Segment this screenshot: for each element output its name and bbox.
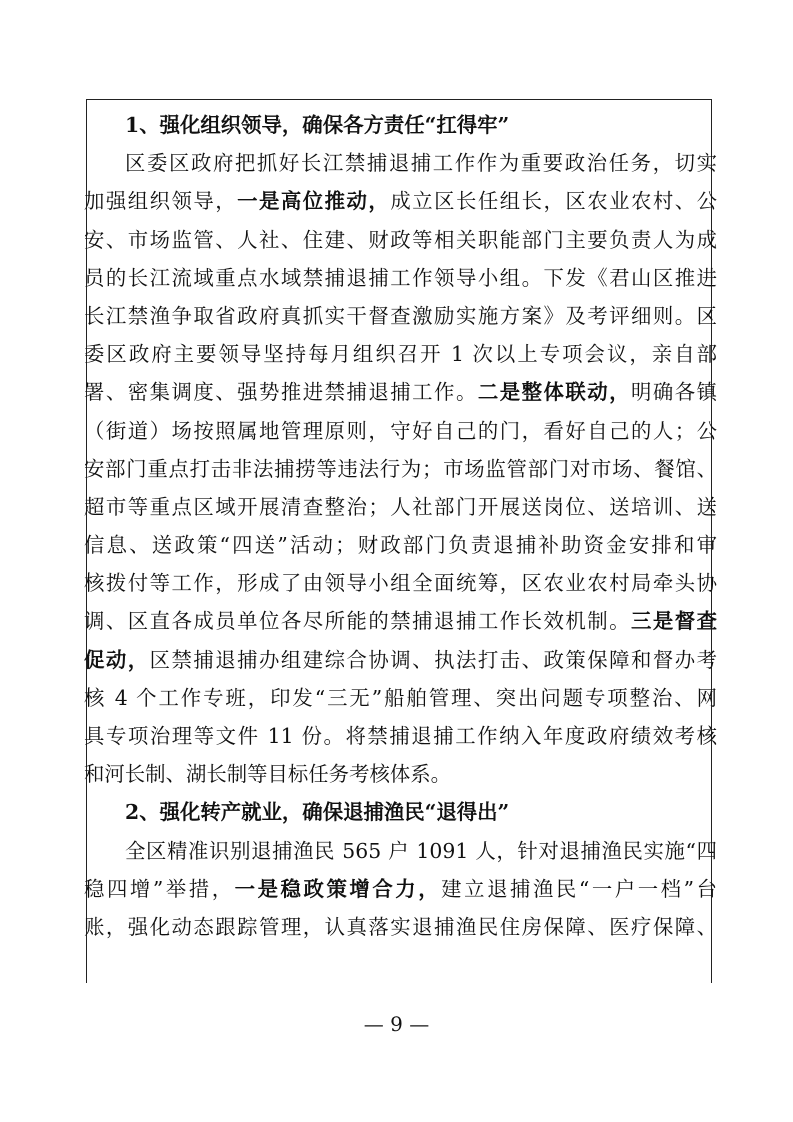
page-number: — 9 —: [363, 1012, 430, 1036]
paragraph-line: 安、市场监管、人社、住建、财政等相关职能部门主要负责人为成: [84, 227, 717, 252]
paragraph-line: 调、区直各成员单位各尽所能的禁捕退捕工作长效机制。三是督查: [84, 609, 718, 634]
section-heading-1: 1、强化组织领导，确保各方责任“扛得牢”: [125, 113, 510, 137]
bold-phrase: 一是稳政策增合力，: [234, 876, 442, 901]
paragraph-line: 全区精准识别退捕渔民 565 户 1091 人，针对退捕渔民实施“四: [125, 838, 717, 863]
paragraph-line: 具专项治理等文件 11 份。将禁捕退捕工作纳入年度政府绩效考核: [84, 724, 717, 748]
paragraph-line: 促动，区禁捕退捕办组建综合协调、执法打击、政策保障和督办考: [84, 647, 718, 672]
paragraph-line: 安部门重点打击非法捕捞等违法行为；市场监管部门对市场、餐馆、: [84, 456, 717, 481]
paragraph-line: 长江禁渔争取省政府真抓实干督查激励实施方案》及考评细则。区: [84, 303, 717, 328]
paragraph-line: 署、密集调度、强势推进禁捕退捕工作。二是整体联动，明确各镇: [84, 380, 718, 405]
paragraph-line: 核拨付等工作，形成了由领导小组全面统筹，区农业农村局牵头协: [84, 571, 717, 596]
bold-phrase: 三是督查: [630, 609, 718, 634]
paragraph-line: 委区政府主要领导坚持每月组织召开 1 次以上专项会议，亲自部: [84, 342, 717, 367]
paragraph-line: 核 4 个工作专班，印发“三无”船舶管理、突出问题专项整治、网: [84, 685, 717, 710]
paragraph-line: （街道）场按照属地管理原则，守好自己的门，看好自己的人；公: [84, 418, 717, 443]
bold-phrase: 促动，: [84, 647, 150, 672]
paragraph-line: 信息、送政策“四送”活动；财政部门负责退捕补助资金安排和审: [84, 533, 717, 558]
paragraph-line: 员的长江流域重点水域禁捕退捕工作领导小组。下发《君山区推进: [84, 265, 717, 290]
bold-phrase: 一是高位推动，: [237, 189, 391, 214]
paragraph-line: 超市等重点区域开展清查整治；人社部门开展送岗位、送培训、送: [84, 494, 717, 519]
paragraph-line: 账，强化动态跟踪管理，认真落实退捕渔民住房保障、医疗保障、: [84, 914, 717, 939]
bold-phrase: 二是整体联动，: [477, 380, 631, 405]
paragraph-line: 稳四增”举措，一是稳政策增合力，建立退捕渔民“一户一档”台: [84, 876, 717, 901]
section-heading-2: 2、强化转产就业，确保退捕渔民“退得出”: [125, 800, 510, 825]
document-body: [84, 106, 717, 946]
paragraph-line: 区委区政府把抓好长江禁捕退捕工作作为重要政治任务，切实: [125, 151, 717, 176]
paragraph-line: 加强组织领导，一是高位推动，成立区长任组长，区农业农村、公: [84, 189, 718, 214]
paragraph-line: 和河长制、湖长制等目标任务考核体系。: [84, 762, 452, 787]
